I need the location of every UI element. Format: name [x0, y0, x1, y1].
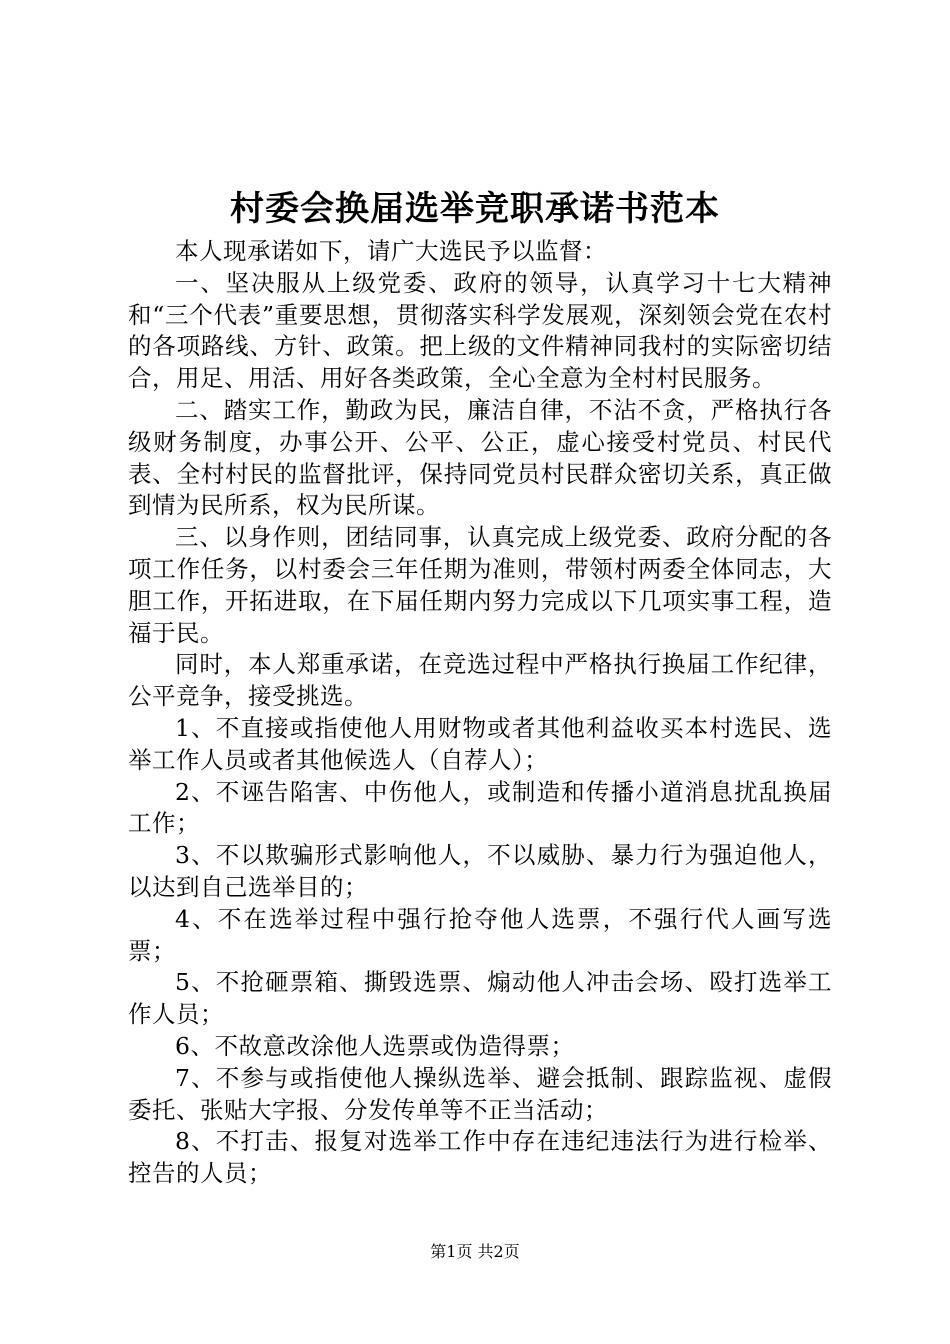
paragraph-pledge-1: 一、坚决服从上级党委、政府的领导，认真学习十七大精神和“三个代表”重要思想，贯彻落实科学发展观，深刻领会党在农村的各项路线、方针、政策。把上级的文件精神同我村的实际密切结合，用足、用活、用好各类政策，全心全意为全村村民服务。 — [128, 268, 832, 393]
list-item: 5、不抢砸票箱、撕毁选票、煽动他人冲击会场、殴打选举工作人员； — [128, 968, 832, 1029]
paragraph-intro: 本人现承诺如下，请广大选民予以监督： — [175, 237, 607, 265]
document-body — [128, 236, 832, 1190]
list-item: 8、不打击、报复对选举工作中存在违纪违法行为进行检举、控告的人员； — [128, 1127, 832, 1188]
paragraph-pledge-2: 二、踏实工作，勤政为民，廉洁自律，不沾不贪，严格执行各级财务制度，办事公开、公平、公正，虚心接受村党员、村民代表、全村村民的监督批评，保持同党员村民群众密切关系，真正做到情为民所系，权为民所谋。 — [128, 395, 832, 520]
paragraph-pledge-3: 三、以身作则，团结同事，认真完成上级党委、政府分配的各项工作任务，以村委会三年任期为准则，带领村两委全体同志，大胆工作，开拓进取，在下届任期内努力完成以下几项实事工程，造福于民。 — [128, 523, 832, 647]
page-indicator: 第1页 共2页 — [430, 1242, 520, 1261]
list-item: 4、不在选举过程中强行抢夺他人选票，不强行代人画写选票； — [128, 904, 832, 965]
list-item: 7、不参与或指使他人操纵选举、避会抵制、跟踪监视、虚假委托、张贴大字报、分发传单等不正当活动； — [128, 1063, 832, 1124]
page-title: 村委会换届选举竞职承诺书范本 — [230, 189, 720, 229]
list-item: 6、不故意改涂他人选票或伪造得票； — [175, 1031, 575, 1060]
list-item: 2、不诬告陷害、中伤他人，或制造和传播小道消息扰乱换届工作； — [128, 777, 832, 838]
list-item: 1、不直接或指使他人用财物或者其他利益收买本村选民、选举工作人员或者其他候选人（自荐人）； — [128, 713, 832, 774]
list-item: 3、不以欺骗形式影响他人，不以威胁、暴力行为强迫他人，以达到自己选举目的； — [128, 841, 832, 901]
paragraph-discipline: 同时，本人郑重承诺，在竞选过程中严格执行换届工作纪律，公平竞争，接受挑选。 — [128, 650, 832, 711]
